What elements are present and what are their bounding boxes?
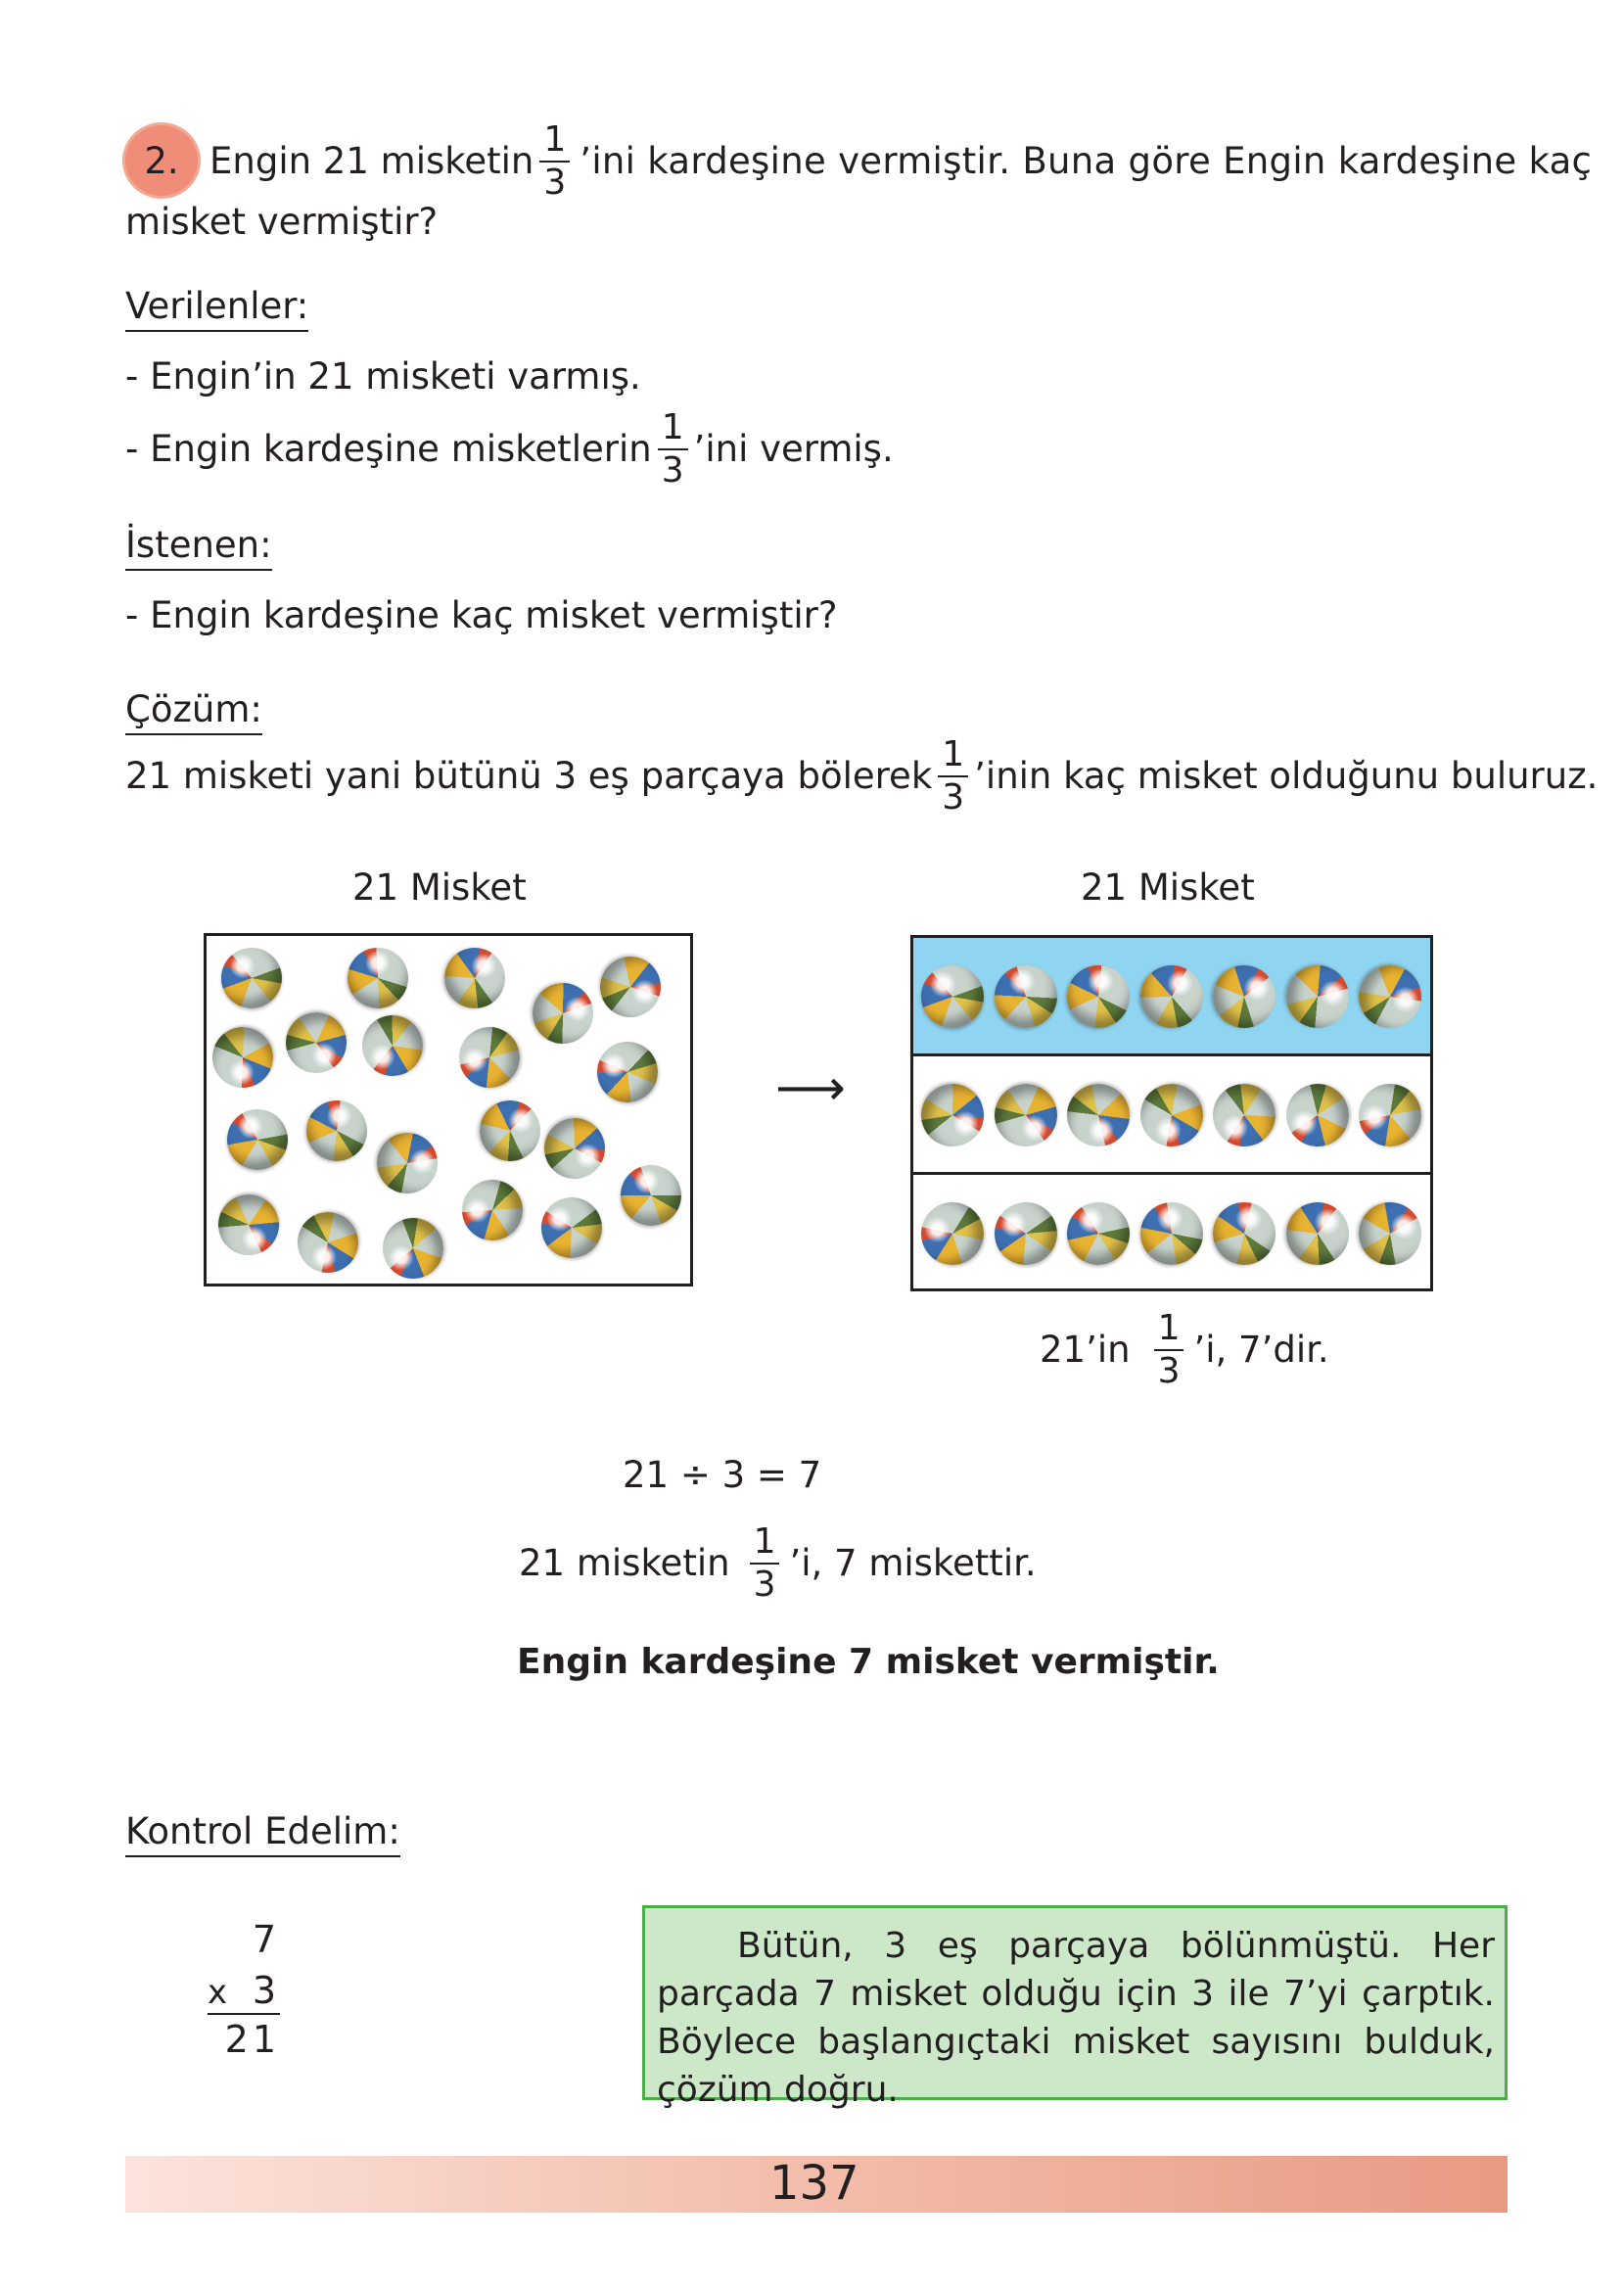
marble bbox=[908, 1190, 997, 1278]
division-equation: 21 ÷ 3 = 7 bbox=[623, 1454, 822, 1496]
question-pre: Engin 21 misketin bbox=[209, 140, 534, 183]
marble bbox=[357, 1010, 429, 1082]
fraction-numerator: 1 bbox=[1157, 1308, 1181, 1348]
calc-line bbox=[519, 1523, 1037, 1604]
page-number: 137 bbox=[769, 2156, 859, 2211]
mult-operator: x bbox=[208, 1973, 228, 2012]
marble bbox=[588, 945, 672, 1028]
question-number: 2. bbox=[144, 139, 179, 182]
fraction-numerator: 1 bbox=[753, 1521, 776, 1562]
marble bbox=[449, 1017, 531, 1099]
fraction-numerator: 1 bbox=[543, 119, 567, 160]
marble bbox=[586, 1031, 668, 1112]
given-item-1: - Engin’in 21 misketi varmış. bbox=[125, 355, 641, 397]
mult-top: 7 bbox=[252, 1918, 276, 1961]
marble bbox=[1205, 1076, 1283, 1154]
marble bbox=[1063, 1198, 1134, 1269]
check-note: Bütün, 3 eş parçaya bölünmüştü. Her parçada 7 misket olduğu için 3 ile 7’yi çarptık. Böylece başlangıçtaki misket sayısını bulduk, çözüm doğru. bbox=[657, 1926, 1495, 2110]
solution-line bbox=[125, 736, 1598, 817]
given-item-2-post: ’ini vermiş. bbox=[693, 428, 894, 471]
marble bbox=[283, 1009, 348, 1075]
group-row bbox=[913, 1056, 1430, 1175]
check-note-box bbox=[642, 1905, 1508, 2110]
given-heading: Verilenler: bbox=[125, 288, 308, 332]
marble bbox=[1282, 1081, 1351, 1149]
grouped-marbles-box bbox=[910, 935, 1433, 1291]
marble bbox=[1129, 1191, 1215, 1277]
question-number-badge bbox=[125, 125, 198, 196]
figure-result-fraction bbox=[1154, 1310, 1184, 1390]
figure-result-post: ’i, 7’dir. bbox=[1193, 1329, 1329, 1372]
marble bbox=[921, 965, 984, 1028]
mult-result: 21 bbox=[224, 2018, 280, 2061]
solution-heading: Çözüm: bbox=[125, 691, 262, 735]
figure-result bbox=[1040, 1310, 1329, 1390]
marble bbox=[987, 1195, 1063, 1272]
asked-item-1: - Engin kardeşine kaç misket vermiştir? bbox=[125, 594, 838, 636]
marble bbox=[1354, 1197, 1426, 1270]
marble bbox=[1200, 1190, 1287, 1277]
marble bbox=[450, 1168, 535, 1253]
fraction-numerator: 1 bbox=[942, 734, 965, 774]
check-heading: Kontrol Edelim: bbox=[125, 1813, 400, 1857]
marble bbox=[1127, 1071, 1215, 1159]
fraction-denominator: 3 bbox=[753, 1564, 776, 1605]
fraction-denominator: 3 bbox=[661, 449, 684, 491]
marble bbox=[1276, 955, 1359, 1038]
marble bbox=[477, 1098, 543, 1164]
fraction-denominator: 3 bbox=[942, 776, 965, 818]
marble bbox=[985, 956, 1067, 1038]
marble bbox=[524, 974, 602, 1052]
marble bbox=[1346, 953, 1434, 1041]
solution-line-post: ’inin kaç misket olduğunu buluruz. bbox=[974, 755, 1599, 798]
left-caption: 21 Misket bbox=[352, 866, 527, 909]
marble bbox=[1131, 957, 1212, 1038]
fraction-denominator: 3 bbox=[1157, 1350, 1181, 1391]
calc-line-post: ’i, 7 miskettir. bbox=[789, 1542, 1037, 1585]
marble bbox=[1279, 1196, 1355, 1272]
marble bbox=[222, 1104, 293, 1175]
marble bbox=[221, 948, 282, 1008]
scattered-marbles-box bbox=[204, 933, 693, 1286]
arrow-right-icon: ⟶ bbox=[775, 1059, 846, 1116]
multiplication-check bbox=[208, 1918, 280, 2061]
marble bbox=[1054, 953, 1142, 1041]
right-caption: 21 Misket bbox=[1081, 866, 1255, 909]
answer-sentence: Engin kardeşine 7 misket vermiştir. bbox=[517, 1642, 1220, 1682]
group-row bbox=[913, 1175, 1430, 1288]
marble bbox=[912, 1075, 992, 1154]
calc-line-pre: 21 misketin bbox=[519, 1542, 730, 1585]
marble bbox=[612, 1156, 689, 1234]
given-fraction bbox=[658, 409, 688, 490]
marble bbox=[1056, 1073, 1140, 1157]
given-item-2 bbox=[125, 409, 894, 490]
question-fraction bbox=[539, 121, 570, 202]
group-row-highlighted bbox=[913, 938, 1430, 1056]
marble bbox=[992, 1082, 1058, 1148]
marble bbox=[534, 1190, 609, 1265]
question-line-2: misket vermiştir? bbox=[125, 201, 439, 243]
question-post: ’ini kardeşine vermiştir. Buna göre Engin kardeşine kaç bbox=[580, 140, 1593, 183]
asked-heading: İstenen: bbox=[125, 527, 272, 571]
marble bbox=[382, 1217, 443, 1279]
marble bbox=[294, 1088, 380, 1174]
fraction-numerator: 1 bbox=[661, 407, 684, 447]
marble bbox=[200, 1014, 286, 1100]
marble bbox=[336, 936, 421, 1021]
marble bbox=[211, 1188, 286, 1262]
marble bbox=[1347, 1072, 1432, 1157]
solution-line-pre: 21 misketi yani bütünü 3 eş parçaya bölerek bbox=[125, 755, 933, 798]
given-item-2-pre: - Engin kardeşine misketlerin bbox=[125, 428, 652, 471]
solution-fraction bbox=[938, 736, 968, 817]
question-line-1 bbox=[209, 119, 1593, 203]
marble bbox=[365, 1121, 448, 1204]
marble bbox=[285, 1199, 370, 1285]
marble bbox=[1212, 964, 1276, 1029]
marble bbox=[535, 1109, 615, 1189]
marble bbox=[438, 941, 513, 1016]
mult-bottom: 3 bbox=[252, 1969, 276, 2012]
fraction-denominator: 3 bbox=[543, 162, 567, 203]
calc-fraction bbox=[750, 1523, 780, 1604]
figure-result-pre: 21’in bbox=[1040, 1329, 1131, 1372]
